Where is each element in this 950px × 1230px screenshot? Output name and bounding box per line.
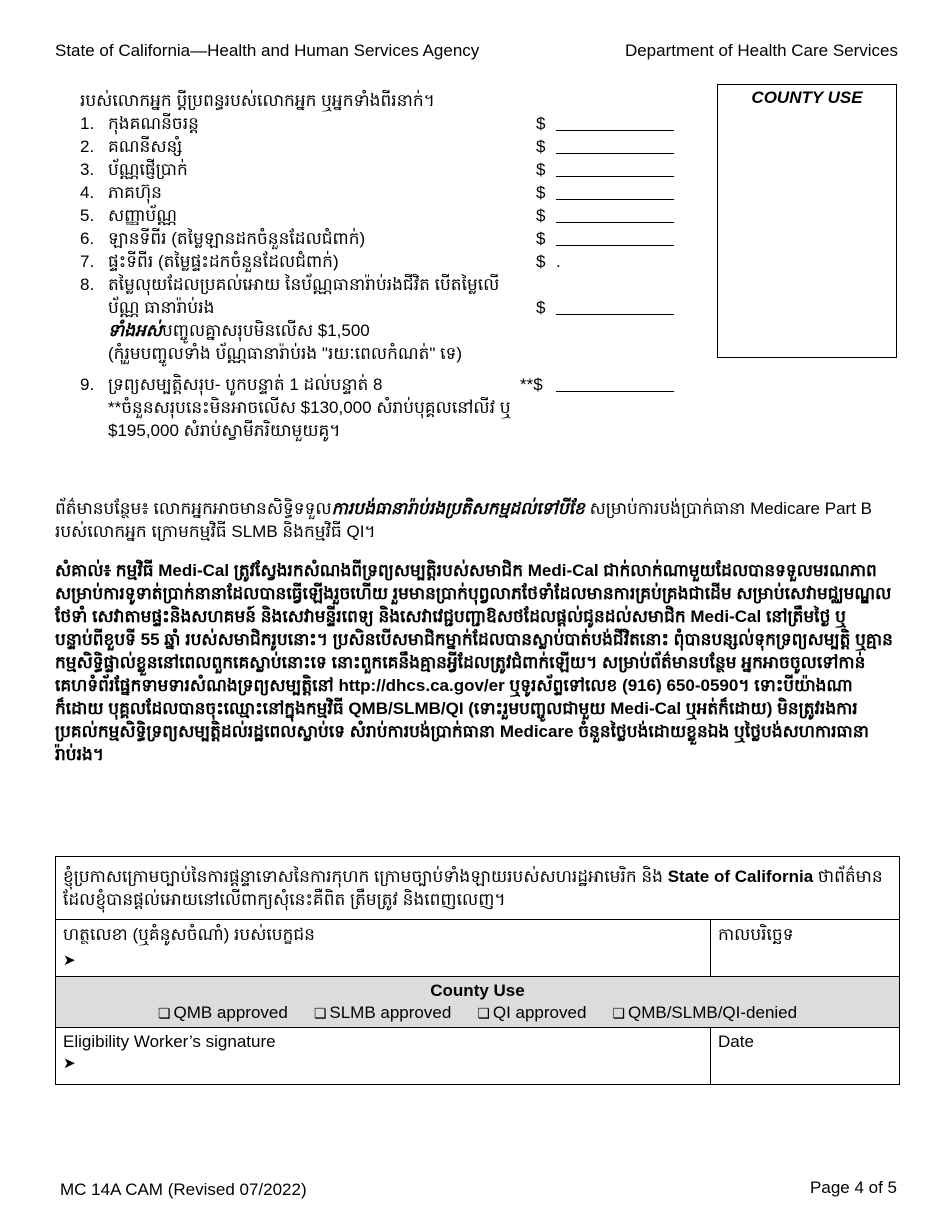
county-use-row <box>56 977 900 1028</box>
county-use-options <box>63 1003 892 1023</box>
worker-date-field[interactable] <box>711 1028 900 1085</box>
denied-option[interactable] <box>612 1003 797 1023</box>
amount-field-3[interactable] <box>556 176 674 177</box>
asset-label-part: តម្លៃលុយដែលប្រគល់អោយ នៃប័ណ្ណធានារ៉ាប់រងជីវិត បើតម្លៃលើប័ណ្ណ ធានារ៉ាប់រង <box>108 275 500 317</box>
amount-field-1[interactable] <box>556 130 674 131</box>
dollar-sign: $ <box>536 206 546 225</box>
additional-info-rest: សម្រាប់ការបង់ប្រាក់ធានា Medicare Part B របស់លោកអ្នក ក្រោមកម្មវិធី SLMB និងកម្មវិធី QI។ <box>55 499 872 541</box>
dollar-sign: $ <box>536 298 546 317</box>
worker-signature-field[interactable] <box>56 1028 711 1085</box>
option-label: QMB approved <box>173 1003 288 1022</box>
dollar-sign: **$ <box>520 375 543 394</box>
qmb-approved-option[interactable] <box>158 1003 288 1023</box>
declaration-table <box>55 856 900 1085</box>
asset-num: 1. <box>80 114 95 133</box>
applicant-signature-field[interactable] <box>56 920 711 977</box>
applicant-date-field[interactable] <box>711 920 900 977</box>
asset-num: 9. <box>80 375 95 394</box>
asset-num: 5. <box>80 206 95 225</box>
qi-approved-option[interactable] <box>477 1003 586 1023</box>
additional-info-lead: ព័ត៌មានបន្ថែម៖ លោកអ្នកអាចមានសិទ្ធិទទួល <box>55 499 332 518</box>
form-id: MC 14A CAM (Revised 07/2022) <box>60 1180 307 1199</box>
asset-row-7 <box>80 250 680 273</box>
asset-num: 6. <box>80 229 95 248</box>
asset-label: ឡានទីពីរ (តម្លៃឡានដកចំនួនដែលជំពាក់) <box>108 229 366 248</box>
asset-label: ប័ណ្ណផ្ញើប្រាក់ <box>108 160 188 179</box>
worker-signature-label: Eligibility Worker’s signature <box>63 1032 276 1051</box>
asset-num: 7. <box>80 252 95 271</box>
amount-field-2[interactable] <box>556 153 674 154</box>
declaration-text: ខ្ញុំប្រកាសក្រោមច្បាប់នៃការផ្ដន្ទាទោសនៃការកុហក ក្រោមច្បាប់ទាំងឡាយរបស់សហរដ្ឋអាមេរិក និង <box>63 867 668 886</box>
county-use-box <box>717 84 897 358</box>
option-label: QI approved <box>492 1003 587 1022</box>
checkbox-icon[interactable]: ❏ <box>313 1005 327 1021</box>
asset-label: ផ្ទះទីពីរ (តម្លៃផ្ទះដកចំនួនដែលជំពាក់) <box>108 252 339 271</box>
arrow-icon: ➤ <box>63 952 76 969</box>
asset-label: ភាគហ៊ុន <box>108 183 162 202</box>
applicant-signature-label: ហត្ថលេខា (ឬគំនូសចំណាំ) របស់បេក្ខជន <box>63 925 315 944</box>
county-use-title: COUNTY USE <box>751 88 863 107</box>
page-number: Page 4 of 5 <box>810 1178 897 1197</box>
asset-row-5 <box>80 204 680 227</box>
asset-label-part: **ចំនួនសរុបនេះមិនអាចលើស $130,000 សំរាប់បុគ្គលនៅលីវ ឬ $195,000 សំរាប់ស្វាមីភរិយាមួយគូ។ <box>108 398 511 440</box>
department-header: Department of Health Care Services <box>624 41 898 60</box>
additional-info-paragraph <box>55 497 900 543</box>
declaration-text-end: ថាព័ត៌មានដែលខ្ញុំបានផ្ដល់អោយនៅលើពាក្យសុំនេះគឺពិត ត្រឹមត្រូវ និងពេញលេញ។ <box>63 867 883 909</box>
perjury-declaration <box>56 857 900 920</box>
assets-section <box>80 89 680 442</box>
amount-field-7[interactable]: . <box>556 252 561 271</box>
assets-intro: របស់លោកអ្នក ប្ដីប្រពន្ធរបស់លោកអ្នក ឬអ្នកទាំងពីរនាក់។ <box>80 91 435 110</box>
applicant-date-label: កាលបរិច្ឆេទ <box>718 925 794 944</box>
asset-label <box>108 373 528 442</box>
option-label: SLMB approved <box>329 1003 452 1022</box>
agency-header: State of California—Health and Human Services Agency <box>55 41 480 60</box>
additional-info-emphasis: ការបង់ធានារ៉ាប់រងប្រតិសកម្មដល់ទៅបីខែ <box>331 499 585 518</box>
asset-num: 2. <box>80 137 95 156</box>
asset-label-part: បញ្ចូលគ្នាសរុបមិនលើស $1,500 <box>161 321 370 340</box>
asset-row-6 <box>80 227 680 250</box>
amount-field-6[interactable] <box>556 245 674 246</box>
asset-label: គណនីសន្សំ <box>108 137 183 156</box>
slmb-approved-option[interactable] <box>314 1003 451 1023</box>
asset-row-8 <box>80 273 680 365</box>
dollar-sign: $ <box>536 137 546 156</box>
checkbox-icon[interactable]: ❏ <box>612 1005 625 1021</box>
asset-label: សញ្ញាប័ណ្ណ <box>108 206 177 225</box>
asset-row-1 <box>80 112 680 135</box>
amount-field-5[interactable] <box>556 222 674 223</box>
dollar-sign: $ <box>536 114 546 133</box>
asset-label-part: (កុំរួមបញ្ចូលទាំង ប័ណ្ណធានារ៉ាប់រង "រយៈពេលកំណត់" ទេ) <box>108 344 463 363</box>
asset-label: កុងគណនីចរន្ត <box>108 114 199 133</box>
dollar-sign: $ <box>536 183 546 202</box>
asset-num: 8. <box>80 275 95 294</box>
estate-recovery-note: សំគាល់៖ កម្មវិធី Medi-Cal ត្រូវស្វែងរកសំណងពីទ្រព្យសម្បត្តិរបស់សមាជិក Medi-Cal ជាក់លាក់ណាមួយដែលបានទទួលមរណភាព សម្រាប់ការទូទាត់ប្រាក់នានាដែលបានធ្វើឡើងរួចហើយ រួមមានប្រាក់បុព្វលាភថែទាំដែលមានការគ្រប់គ្រងជាដើម សម្រាប់សេវាមជ្ឈមណ្ឌលថែទាំ សេវាតាមផ្ទះនិងសហគមន៍ និងសេវាមន្ទីរពេទ្យ និងសេវាវេជ្ជបញ្ជាឱសថដែលផ្ដល់ជូនដល់សមាជិក Medi-Cal នៅត្រឹមថ្ងៃ ឬបន្ទាប់ពីខួបទី 55 ឆ្នាំ របស់សមាជិករូបនោះ។ ប្រសិនបើសមាជិកម្នាក់ដែលបានស្លាប់បាត់បង់ជីវិតនោះ ពុំបានបន្សល់ទុកទ្រព្យសម្បត្តិ ឬគ្មានកម្មសិទ្ធិផ្ទាល់ខ្លួននៅពេលពួកគេស្លាប់នោះទេ នោះពួកគេនឹងគ្មានអ្វីដែលត្រូវជំពាក់ឡើយ។ សម្រាប់ព័ត៌មានបន្ថែម អ្នកអាចចូលទៅកាន់គេហទំព័រផ្នែកទាមទារសំណងទ្រព្យសម្បត្តិនៅ http://dhcs.ca.gov/er ឬទូរស័ព្ទទៅលេខ (916) 650-0590។ ទោះបីយ៉ាងណាក៏ដោយ បុគ្គលដែលបានចុះឈ្មោះនៅក្នុងកម្មវិធី QMB/SLMB/QI (ទោះរួមបញ្ចូលជាមួយ Medi-Cal ឬអត់ក៏ដោយ) មិនត្រូវរងការប្រគល់កម្មសិទ្ធិទ្រព្យសម្បត្តិដល់រដ្ឋពេលស្លាប់ទេ សំរាប់ការបង់ប្រាក់ធានា Medicare ចំនួនថ្លៃបង់ដោយខ្លួនឯង ឬថ្លៃបង់សហការធានារ៉ាប់រង។ <box>55 561 893 764</box>
amount-field-4[interactable] <box>556 199 674 200</box>
dollar-sign: $ <box>536 229 546 248</box>
option-label: QMB/SLMB/QI-denied <box>627 1003 798 1022</box>
asset-row-4 <box>80 181 680 204</box>
checkbox-icon[interactable]: ❏ <box>477 1005 490 1021</box>
asset-row-2 <box>80 135 680 158</box>
asset-label-emphasis: ទាំងអស់ <box>108 321 162 340</box>
asset-num: 3. <box>80 160 95 179</box>
arrow-icon: ➤ <box>63 1055 76 1072</box>
asset-num: 4. <box>80 183 95 202</box>
declaration-state: State of California <box>667 867 814 886</box>
asset-row-3 <box>80 158 680 181</box>
asset-label-part: ទ្រព្យសម្បត្តិសរុប- បូកបន្ទាត់ 1 ដល់បន្ទាត់ 8 <box>108 375 383 394</box>
county-use-heading: County Use <box>430 981 525 1000</box>
dollar-sign: $ <box>536 160 546 179</box>
amount-field-9[interactable] <box>556 391 674 392</box>
dollar-sign: $ <box>536 252 546 271</box>
asset-label <box>108 273 528 365</box>
worker-date-label: Date <box>718 1032 754 1051</box>
asset-row-9 <box>80 373 680 442</box>
amount-field-8[interactable] <box>556 314 674 315</box>
checkbox-icon[interactable]: ❏ <box>157 1005 171 1021</box>
